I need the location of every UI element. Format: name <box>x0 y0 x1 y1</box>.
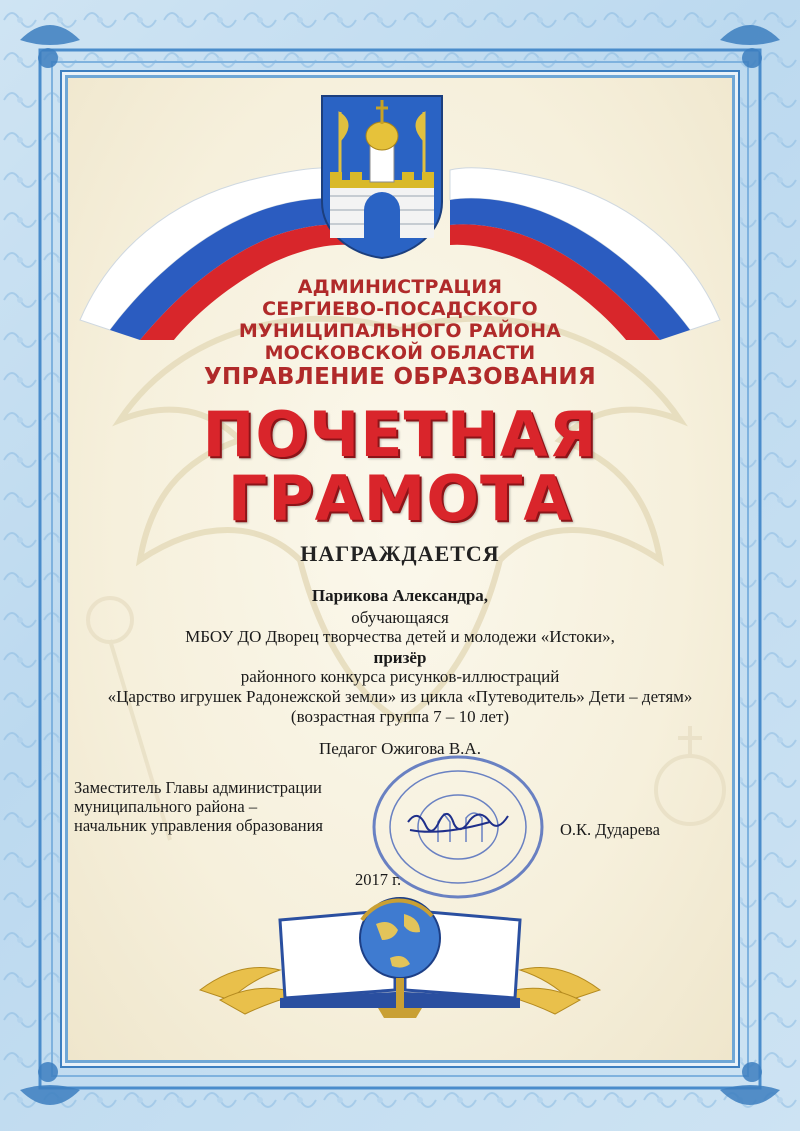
department-title: УПРАВЛЕНИЕ ОБРАЗОВАНИЯ <box>204 364 596 390</box>
recipient-institution: МБОУ ДО Дворец творчества детей и молодежи «Истоки», <box>185 627 615 646</box>
signer-name: О.К. Дударева <box>560 820 660 839</box>
contest-title: «Царство игрушек Радонежской земли» из цикла «Путеводитель» Дети – детям» <box>107 687 693 706</box>
certificate-title-line1: ПОЧЕТНАЯ <box>202 398 598 471</box>
contest-name: районного конкурса рисунков-иллюстраций <box>240 667 560 686</box>
issue-year: 2017 г. <box>355 870 402 889</box>
coat-of-arms <box>318 92 446 260</box>
position-line: Заместитель Главы администрации <box>74 778 322 797</box>
book-globe-emblem <box>190 880 610 1030</box>
admin-line: МУНИЦИПАЛЬНОГО РАЙОНА <box>238 320 562 342</box>
admin-name <box>0 276 800 364</box>
position-line: начальник управления образования <box>74 816 324 835</box>
age-group: (возрастная группа 7 – 10 лет) <box>290 707 510 726</box>
award-rank: призёр <box>373 648 427 667</box>
admin-line: МОСКОВСКОЙ ОБЛАСТИ <box>264 342 536 364</box>
recipient-status: обучающаяся <box>351 608 449 627</box>
teacher-name: Педагог Ожигова В.А. <box>319 739 481 758</box>
awarded-label: НАГРАЖДАЕТСЯ <box>300 541 500 566</box>
admin-line: СЕРГИЕВО-ПОСАДСКОГО <box>262 298 538 320</box>
admin-line: АДМИНИСТРАЦИЯ <box>297 276 503 298</box>
position-line: муниципального района – <box>74 797 258 816</box>
certificate-title-line2: ГРАМОТА <box>227 462 573 535</box>
signature-position <box>74 778 323 835</box>
recipient-name: Парикова Александра, <box>311 586 489 605</box>
